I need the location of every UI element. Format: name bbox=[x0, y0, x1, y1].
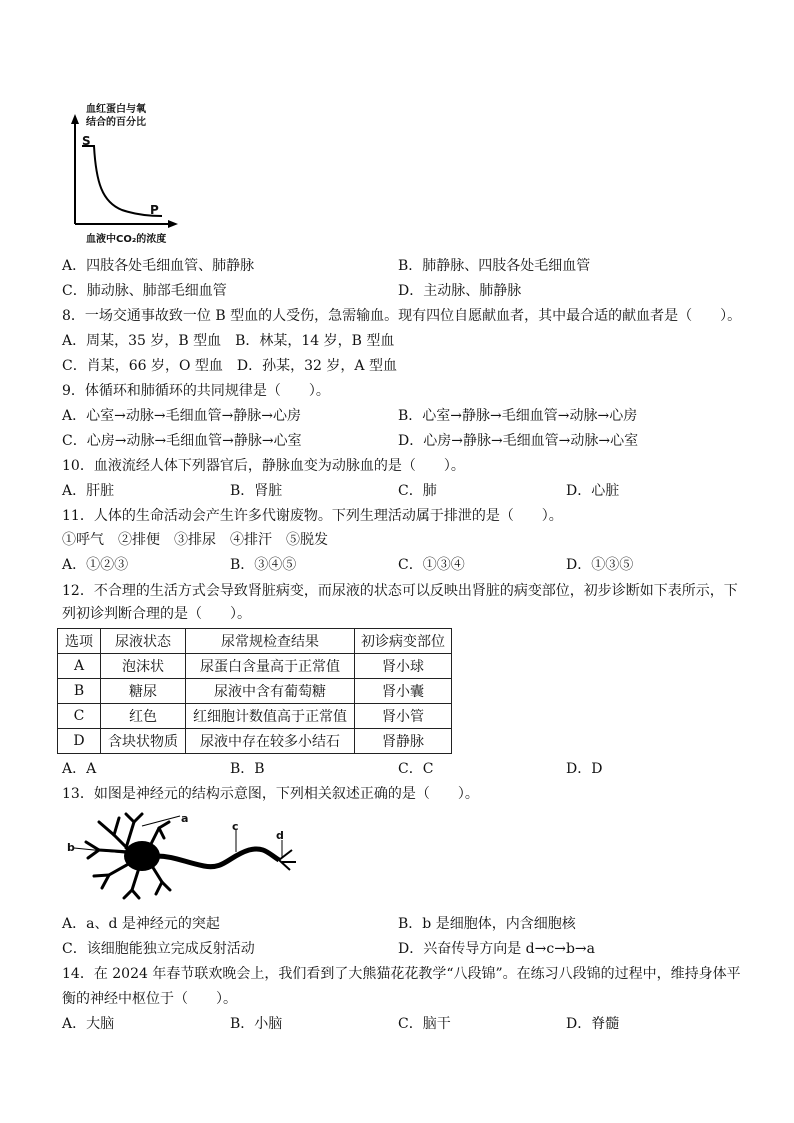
table-cell: 肾小球 bbox=[355, 654, 452, 679]
table-header: 尿液状态 bbox=[101, 629, 186, 654]
q10-option-a: A．肝脏 bbox=[62, 483, 115, 499]
q9-option-b: B．心室→静脉→毛细血管→动脉→心房 bbox=[398, 408, 638, 424]
q10-option-b: B．肾脏 bbox=[230, 483, 283, 499]
graph-ylabel-line2: 结合的百分比 bbox=[86, 117, 146, 128]
q14-stem-line1: 14．在 2024 年春节联欢晚会上，我们看到了大熊猫花花教学“八段锦”。在练习八段锦的过程中，维持身体平 bbox=[62, 966, 741, 982]
q7-option-d: D．主动脉、肺静脉 bbox=[398, 283, 522, 299]
q9-option-d: D．心房→静脉→毛细血管→动脉→心室 bbox=[398, 433, 639, 449]
q12-stem-line2: 列初诊判断合理的是（ ）。 bbox=[62, 606, 251, 622]
q13-option-d: D．兴奋传导方向是 d→c→b→a bbox=[398, 941, 595, 957]
table-cell: 红色 bbox=[101, 704, 186, 729]
kidney-diagnosis-table bbox=[57, 628, 452, 754]
q12-option-d: D．D bbox=[566, 761, 603, 777]
q9-option-a: A．心室→动脉→毛细血管→静脉→心房 bbox=[62, 408, 302, 424]
q14-option-b: B．小脑 bbox=[230, 1016, 283, 1032]
table-header: 选项 bbox=[58, 629, 101, 654]
q11-option-c: C．①③④ bbox=[398, 557, 465, 573]
table-cell: 糖尿 bbox=[101, 679, 186, 704]
table-cell: 红细胞计数值高于正常值 bbox=[186, 704, 355, 729]
q14-option-d: D．脊髓 bbox=[566, 1016, 620, 1032]
table-header: 尿常规检查结果 bbox=[186, 629, 355, 654]
q9-option-c: C．心房→动脉→毛细血管→静脉→心室 bbox=[62, 433, 302, 449]
neuron-label-c: c bbox=[232, 820, 239, 833]
q7-option-a: A．四肢各处毛细血管、肺静脉 bbox=[62, 258, 255, 274]
graph-ylabel-line1: 血红蛋白与氧 bbox=[86, 104, 146, 115]
table-row bbox=[58, 704, 452, 729]
q8-stem: 8．一场交通事故致一位 B 型血的人受伤，急需输血。现有四位自愿献血者，其中最合适的献血者是（ ）。 bbox=[62, 308, 742, 324]
q11-option-d: D．①③⑤ bbox=[566, 557, 634, 573]
q10-option-c: C．肺 bbox=[398, 483, 437, 499]
neuron-label-d: d bbox=[276, 829, 284, 842]
table-cell: 尿液中存在较多小结石 bbox=[186, 729, 355, 754]
q12-option-b: B．B bbox=[230, 761, 265, 777]
table-cell: 尿液中含有葡萄糖 bbox=[186, 679, 355, 704]
q11-option-b: B．③④⑤ bbox=[230, 557, 297, 573]
table-cell: C bbox=[58, 704, 101, 729]
q7-option-c: C．肺动脉、肺部毛细血管 bbox=[62, 283, 227, 299]
q7-option-b: B．肺静脉、四肢各处毛细血管 bbox=[398, 258, 591, 274]
table-cell: 肾小管 bbox=[355, 704, 452, 729]
q9-stem: 9．体循环和肺循环的共同规律是（ ）。 bbox=[62, 383, 330, 399]
table-cell: 含块状物质 bbox=[101, 729, 186, 754]
table-header-row bbox=[58, 629, 452, 654]
table-cell: 肾小囊 bbox=[355, 679, 452, 704]
table-row bbox=[58, 654, 452, 679]
q13-option-a: A．a、d 是神经元的突起 bbox=[62, 916, 220, 932]
table-header: 初诊病变部位 bbox=[355, 629, 452, 654]
q8-options-cd: C．肖某，66 岁，O 型血 D．孙某，32 岁，A 型血 bbox=[62, 358, 397, 374]
table-cell: 泡沫状 bbox=[101, 654, 186, 679]
q10-option-d: D．心脏 bbox=[566, 483, 620, 499]
q12-option-c: C．C bbox=[398, 761, 434, 777]
table-cell: B bbox=[58, 679, 101, 704]
graph-xlabel: 血液中CO₂的浓度 bbox=[86, 234, 167, 245]
neuron-label-a: a bbox=[181, 812, 189, 825]
q14-option-c: C．脑干 bbox=[398, 1016, 451, 1032]
q11-stem: 11．人体的生命活动会产生许多代谢废物。下列生理活动属于排泄的是（ ）。 bbox=[62, 508, 563, 524]
q14-stem-line2: 衡的神经中枢位于（ ）。 bbox=[62, 991, 237, 1007]
table-cell: 肾静脉 bbox=[355, 729, 452, 754]
graph-point-p: P bbox=[150, 203, 159, 217]
q11-items: ①呼气 ②排便 ③排尿 ④排汗 ⑤脱发 bbox=[62, 532, 328, 548]
table-row bbox=[58, 679, 452, 704]
graph-point-s: S bbox=[82, 134, 91, 148]
table-cell: D bbox=[58, 729, 101, 754]
q14-option-a: A．大脑 bbox=[62, 1016, 115, 1032]
table-cell: A bbox=[58, 654, 101, 679]
q12-option-a: A．A bbox=[62, 761, 97, 777]
q13-option-b: B．b 是细胞体，内含细胞核 bbox=[398, 916, 576, 932]
table-row bbox=[58, 729, 452, 754]
q10-stem: 10．血液流经人体下列器官后，静脉血变为动脉血的是（ ）。 bbox=[62, 458, 465, 474]
q13-stem: 13．如图是神经元的结构示意图，下列相关叙述正确的是（ ）。 bbox=[62, 786, 479, 802]
neuron-label-b: b bbox=[67, 841, 75, 854]
q12-stem-line1: 12．不合理的生活方式会导致肾脏病变，而尿液的状态可以反映出肾脏的病变部位，初步诊断如下表所示，下 bbox=[62, 583, 738, 599]
q8-options-ab: A．周某，35 岁，B 型血 B．林某，14 岁，B 型血 bbox=[62, 333, 395, 349]
q13-option-c: C．该细胞能独立完成反射活动 bbox=[62, 941, 255, 957]
q11-option-a: A．①②③ bbox=[62, 557, 129, 573]
table-cell: 尿蛋白含量高于正常值 bbox=[186, 654, 355, 679]
